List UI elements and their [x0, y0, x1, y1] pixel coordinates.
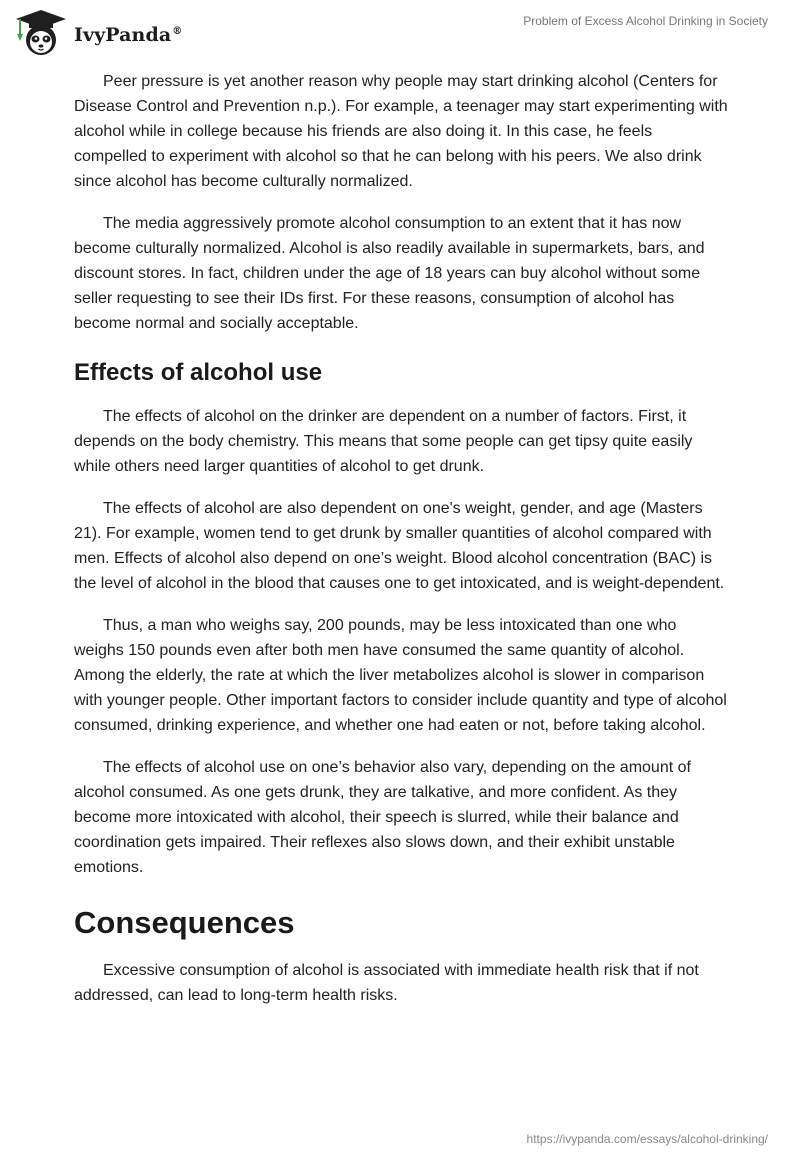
- essay-content: [74, 69, 728, 1025]
- heading-effects: Effects of alcohol use: [74, 359, 323, 386]
- paragraph-behavior: The effects of alcohol use on one’s behavior also vary, depending on the amount of alcohol consumed. As one gets drunk, they are talkative, and more confident. As they become more intoxicated with alcohol, their speech is slurred, while their balance and coordination gets impaired. Their reflexes also slows down, and their exhibit unstable emotions.: [74, 759, 691, 876]
- paragraph-weight-gender-age: The effects of alcohol are also dependent on one's weight, gender, and age (Masters 21). For example, women tend to get drunk by smaller quantities of alcohol compared with men. Effects of alcohol also depend on one’s weight. Blood alcohol concentration (BAC) is the level of alcohol in the blood that causes one to get intoxicated, and is weight-dependent.: [74, 500, 725, 592]
- document-title: Problem of Excess Alcohol Drinking in Society: [523, 14, 768, 28]
- paragraph-media: The media aggressively promote alcohol consumption to an extent that it has now become culturally normalized. Alcohol is also readily available in supermarkets, bars, and discount stores. In fact, children under the age of 18 years can buy alcohol without some seller requesting to see their IDs first. For these reasons, consumption of alcohol has become normal and socially acceptable.: [74, 215, 705, 332]
- page-header: [0, 0, 800, 64]
- paragraph-body-chemistry: The effects of alcohol on the drinker are dependent on a number of factors. First, it depends on the body chemistry. This means that some people can get tipsy quite easily while others need larger quantities of alcohol to get drunk.: [74, 408, 693, 475]
- paragraph-peer-pressure: Peer pressure is yet another reason why people may start drinking alcohol (Centers for Disease Control and Prevention n.p.). For example, a teenager may start experimenting with alcohol while in college because his friends are also doing it. In this case, he feels compelled to experiment with alcohol so that he can belong with his peers. We also drink since alcohol has become culturally normalized.: [74, 73, 728, 190]
- brand-logo[interactable]: [14, 8, 182, 58]
- paragraph-intoxication: Thus, a man who weighs say, 200 pounds, may be less intoxicated than one who weighs 150 pounds even after both men have consumed the same quantity of alcohol. Among the elderly, the rate at which the liver metabolizes alcohol is slower in comparison with younger people. Other important factors to consider include quantity and type of alcohol consumed, drinking experience, and whether one had eaten or not, before taking alcohol.: [74, 617, 727, 734]
- panda-graduate-logo-icon: [14, 8, 68, 58]
- paragraph-health-risk: Excessive consumption of alcohol is associated with immediate health risk that if not addressed, can lead to long-term health risks.: [74, 962, 699, 1004]
- brand-name: IvyPanda®: [74, 24, 183, 46]
- source-url[interactable]: https://ivypanda.com/essays/alcohol-drinking/: [526, 1132, 768, 1146]
- heading-consequences: Consequences: [74, 905, 295, 940]
